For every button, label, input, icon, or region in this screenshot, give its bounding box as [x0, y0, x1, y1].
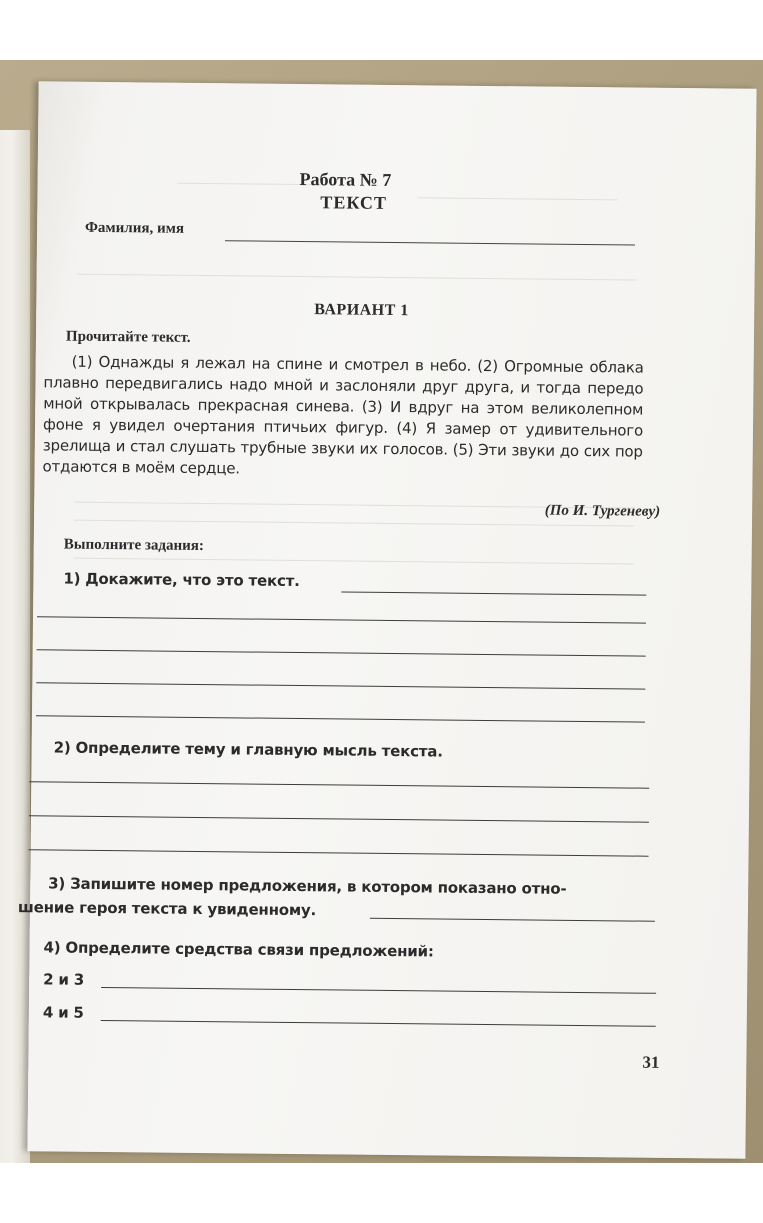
work-number: Работа № 7	[299, 169, 392, 190]
show-through-line	[74, 558, 634, 565]
name-label: Фамилия, имя	[85, 219, 185, 237]
task-2-answer-line[interactable]	[29, 815, 649, 822]
tasks-heading: Выполните задания:	[63, 536, 205, 555]
work-topic: ТЕКСТ	[320, 192, 388, 213]
task-1-answer-line[interactable]	[36, 715, 645, 722]
task-3-prompt-line2: шение героя текста к увиденному.	[17, 898, 317, 920]
task-3-prompt-line1: 3) Запишите номер предложения, в котором показано отно-	[48, 874, 567, 898]
task-1-answer-line[interactable]	[36, 682, 645, 689]
show-through-line	[74, 520, 634, 527]
task-2-answer-line[interactable]	[29, 849, 649, 856]
adjacent-page-edge	[0, 130, 30, 1163]
show-through-line	[77, 274, 637, 281]
task-4-prompt: 4) Определите средства связи предложений:	[43, 938, 434, 961]
task-1-answer-line[interactable]	[341, 591, 646, 595]
worksheet-page	[17, 81, 756, 1158]
task-4-sub-label-2-3: 2 и 3	[43, 970, 85, 989]
task-1-answer-line[interactable]	[37, 616, 646, 623]
task-1-prompt: 1) Докажите, что это текст.	[63, 569, 300, 591]
page-number: 31	[642, 1052, 660, 1072]
task-1-answer-line[interactable]	[37, 649, 646, 656]
task-4-sub-label-4-5: 4 и 5	[42, 1003, 84, 1022]
passage-attribution: (По И. Тургеневу)	[544, 502, 661, 520]
show-through-line	[417, 197, 617, 200]
variant-heading: ВАРИАНТ 1	[314, 301, 409, 320]
task-2-prompt: 2) Определите тему и главную мысль текста.	[53, 738, 443, 761]
task-3-answer-line[interactable]	[370, 918, 655, 922]
name-answer-line[interactable]	[225, 240, 635, 245]
read-instruction: Прочитайте текст.	[65, 328, 191, 346]
passage-text: (1) Однажды я лежал на спине и смотрел в небо. (2) Огромные облака плавно передвигались надо мной и заслоняли друг друга, и тогда передо мной открывалась прекрасная синева. (3) И вдруг на этом великолепном фоне я увидел очертания птичьих фигур. (4) Я замер от удивительного зрелища и стал слушать трубные звуки их голосов. (5) Эти звуки до сих пор отдаются в моём сердце.	[42, 352, 644, 478]
task-4-answer-line-4-5[interactable]	[101, 1020, 656, 1027]
task-4-answer-line-2-3[interactable]	[101, 987, 656, 994]
photo-background	[0, 60, 763, 1163]
task-2-answer-line[interactable]	[29, 781, 649, 788]
